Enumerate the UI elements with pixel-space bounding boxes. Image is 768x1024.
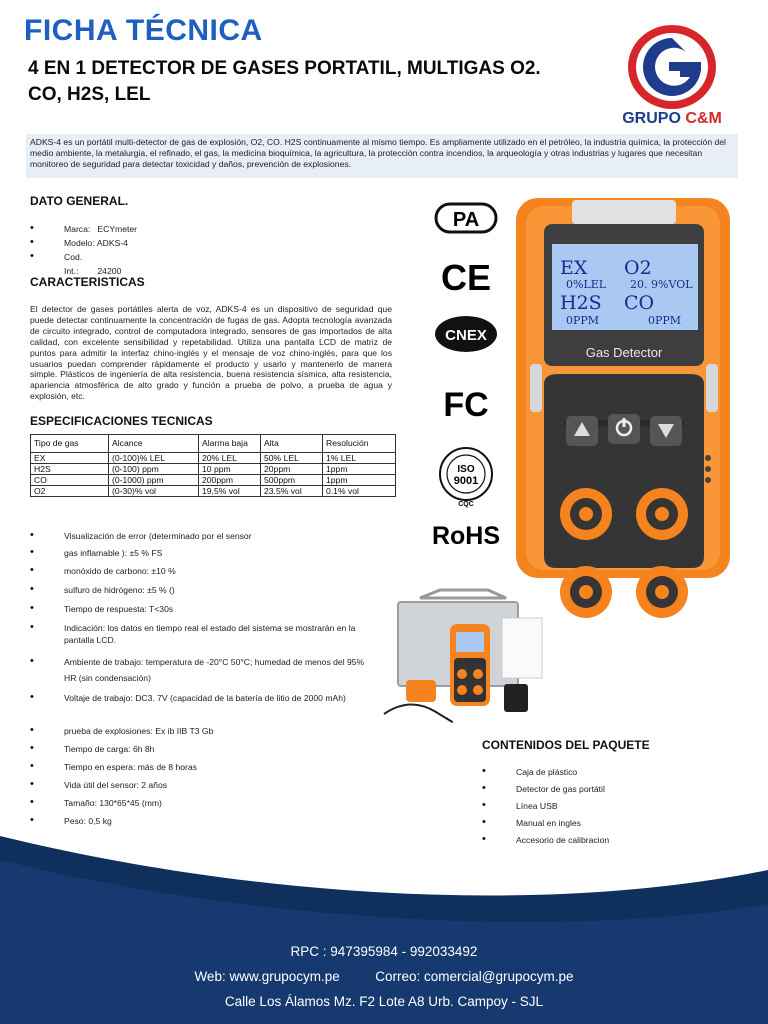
svg-text:CO: CO: [624, 292, 655, 314]
svg-text:0%LEL: 0%LEL: [566, 278, 607, 291]
svg-text:9001: 9001: [453, 475, 479, 487]
logo-brand: GRUPO: [622, 110, 681, 127]
paquete-heading: CONTENIDOS DEL PAQUETE: [482, 738, 650, 752]
device-label: Gas Detector: [585, 345, 663, 360]
sensor-icon: [560, 566, 612, 618]
list-item: • gas inflamable ): ±5 % FS: [30, 547, 372, 565]
svg-text:ISO: ISO: [457, 464, 475, 475]
list-item: • Accesorio de calibracion: [482, 832, 609, 849]
svg-text:0PPM: 0PPM: [648, 314, 682, 327]
page-title: FICHA TÉCNICA: [24, 14, 263, 47]
table-row: CO (0-1000) ppm 200ppm 500ppm 1ppm: [31, 475, 396, 486]
list-item: • monóxido de carbono: ±10 %: [30, 565, 372, 584]
lower-sensors: [514, 0, 734, 620]
rohs-cert-icon: [430, 516, 502, 550]
list-item: • Ambiente de trabajo: temperatura de -20°C 50°C; humedad de menos del 95% HR (sin condensación): [30, 654, 372, 692]
list-item: • Tamaño: 130*65*45 (mm): [30, 797, 372, 815]
sensor-icon: [636, 566, 688, 618]
product-title-line2: CO, H2S, LEL: [28, 84, 151, 105]
footer-web[interactable]: Web: www.grupocym.pe: [194, 969, 340, 984]
list-item: • Caja de plástico: [482, 764, 609, 781]
table-row: H2S (0-100) ppm 10 ppm 20ppm 1ppm: [31, 464, 396, 475]
table-row: O2 (0-30)% vol 19,5% vol 23.5% vol 0.1% vol: [31, 486, 396, 497]
svg-text:H2S: H2S: [560, 292, 602, 314]
cnex-cert-icon: [430, 312, 502, 356]
list-item: • Línea USB: [482, 798, 609, 815]
product-title-line1: 4 EN 1 DETECTOR DE GASES PORTATIL, MULTIGAS O2.: [28, 58, 541, 79]
calibration-accessory: [406, 680, 436, 702]
especificaciones-heading: ESPECIFICACIONES TECNICAS: [30, 414, 213, 428]
list-item: • Manual en ingles: [482, 815, 609, 832]
list-item: • Modelo: ADKS-4: [30, 236, 137, 250]
fc-cert-icon: [430, 382, 502, 422]
ce-cert-icon: [430, 254, 502, 298]
list-item: • Tiempo de respuesta: T<30s: [30, 603, 372, 622]
list-item: • Cod. Int.: 24200: [30, 250, 137, 264]
list-item: • Vida útil del sensor: 2 años: [30, 779, 372, 797]
list-item: • Marca: ECYmeter: [30, 222, 137, 236]
list-item: • Peso: 0,5 kg: [30, 815, 372, 833]
list-item: • Voltaje de trabajo: DC3. 7V (capacidad de la batería de litio de 2000 mAh): [30, 692, 372, 725]
table-row: EX (0-100)% LEL 20% LEL 50% LEL 1% LEL: [31, 453, 396, 464]
list-item: • sulfuro de hidrógeno: ±5 % (): [30, 584, 372, 603]
list-item: • Tiempo de carga: 6h 8h: [30, 743, 372, 761]
list-item: • Detector de gas portátil: [482, 781, 609, 798]
intro-paragraph: ADKS-4 es un portátil multi-detector de gas de explosión, O2, CO. H2S continuamente al mismo tiempo. Es ampliamente utilizado en el petróleo, la industria química, la protección del medio ambiente, la metalurgia, el refinado, el gas, la medicina bioquímica, la agricultura, la protección contra incendios, la arqueología y otras industrias y lugares que necesitan monitoreo de seguridad para detectar toxicidad y daños, prevención de explosiones.: [26, 134, 738, 178]
table-header-row: Tipo de gas Alcance Alarma baja Alta Resolución: [31, 435, 396, 453]
svg-text:EX: EX: [560, 257, 588, 279]
svg-text:CE: CE: [440, 257, 492, 298]
svg-text:PA: PA: [452, 209, 480, 231]
list-item: • Tiempo en espera: más de 8 horas: [30, 761, 372, 779]
svg-text:RoHS: RoHS: [431, 522, 501, 550]
svg-text:0PPM: 0PPM: [566, 314, 600, 327]
charger: [504, 684, 528, 712]
spec-table: [30, 434, 396, 497]
list-item: • Visualización de error (determinado por el sensor: [30, 530, 372, 547]
dato-general-heading: DATO GENERAL.: [30, 194, 129, 208]
svg-text:20. 9%VOL: 20. 9%VOL: [630, 278, 693, 291]
caracteristicas-heading: CARACTERISTICAS: [30, 275, 145, 289]
svg-text:O2: O2: [624, 257, 652, 279]
caracteristicas-text: El detector de gases portátiles alerta de voz, ADKS-4 es un dispositivo de seguridad que puede detectar continuamente la concentración de fugas de gas. Adopta tecnología avanzada de circuito integrado, control de computadora integrado, sensores de gas importados de alta calidad, con excelente sensibilidad y repetabilidad. Utiliza una pantalla LCD de matriz de puntos para admitir la interfaz chino-inglés y el mensaje de voz chino-inglés, para que los usuarios puedan comprender rápidamente el producto y usarlo y mantenerlo de manera simple. Plásticos de ingeniería de alta resistencia, buena resistencia sísmica, alta resistencia, apariencia atmosférica de alto grado y función a prueba de polvo, a prueba de agua y explosión, etc.: [30, 304, 392, 402]
footer-address: Calle Los Álamos Mz. F2 Lote A8 Urb. Campoy - SJL: [224, 994, 544, 1009]
list-item: • prueba de explosiones: Ex ib IIB T3 Gb: [30, 725, 372, 743]
footer-rpc: RPC : 947395984 - 992033492: [290, 944, 478, 959]
dato-general-list: [30, 222, 138, 276]
spec-list: [30, 530, 372, 833]
list-item: • Indicación: los datos en tiempo real el estado del sistema se mostrarán en la pantalla LCD.: [30, 622, 372, 654]
pa-cert-icon: [430, 196, 502, 240]
footer-contact-line: [0, 969, 768, 984]
svg-text:CQC: CQC: [458, 501, 474, 508]
iso-9001-cert-icon: [430, 444, 502, 508]
svg-text:CNEX: CNEX: [445, 327, 487, 344]
svg-text:FC: FC: [443, 386, 489, 422]
logo-brand-suffix: C&M: [685, 110, 722, 127]
footer-email[interactable]: Correo: comercial@grupocym.pe: [375, 969, 574, 984]
package-photo: [380, 588, 546, 730]
